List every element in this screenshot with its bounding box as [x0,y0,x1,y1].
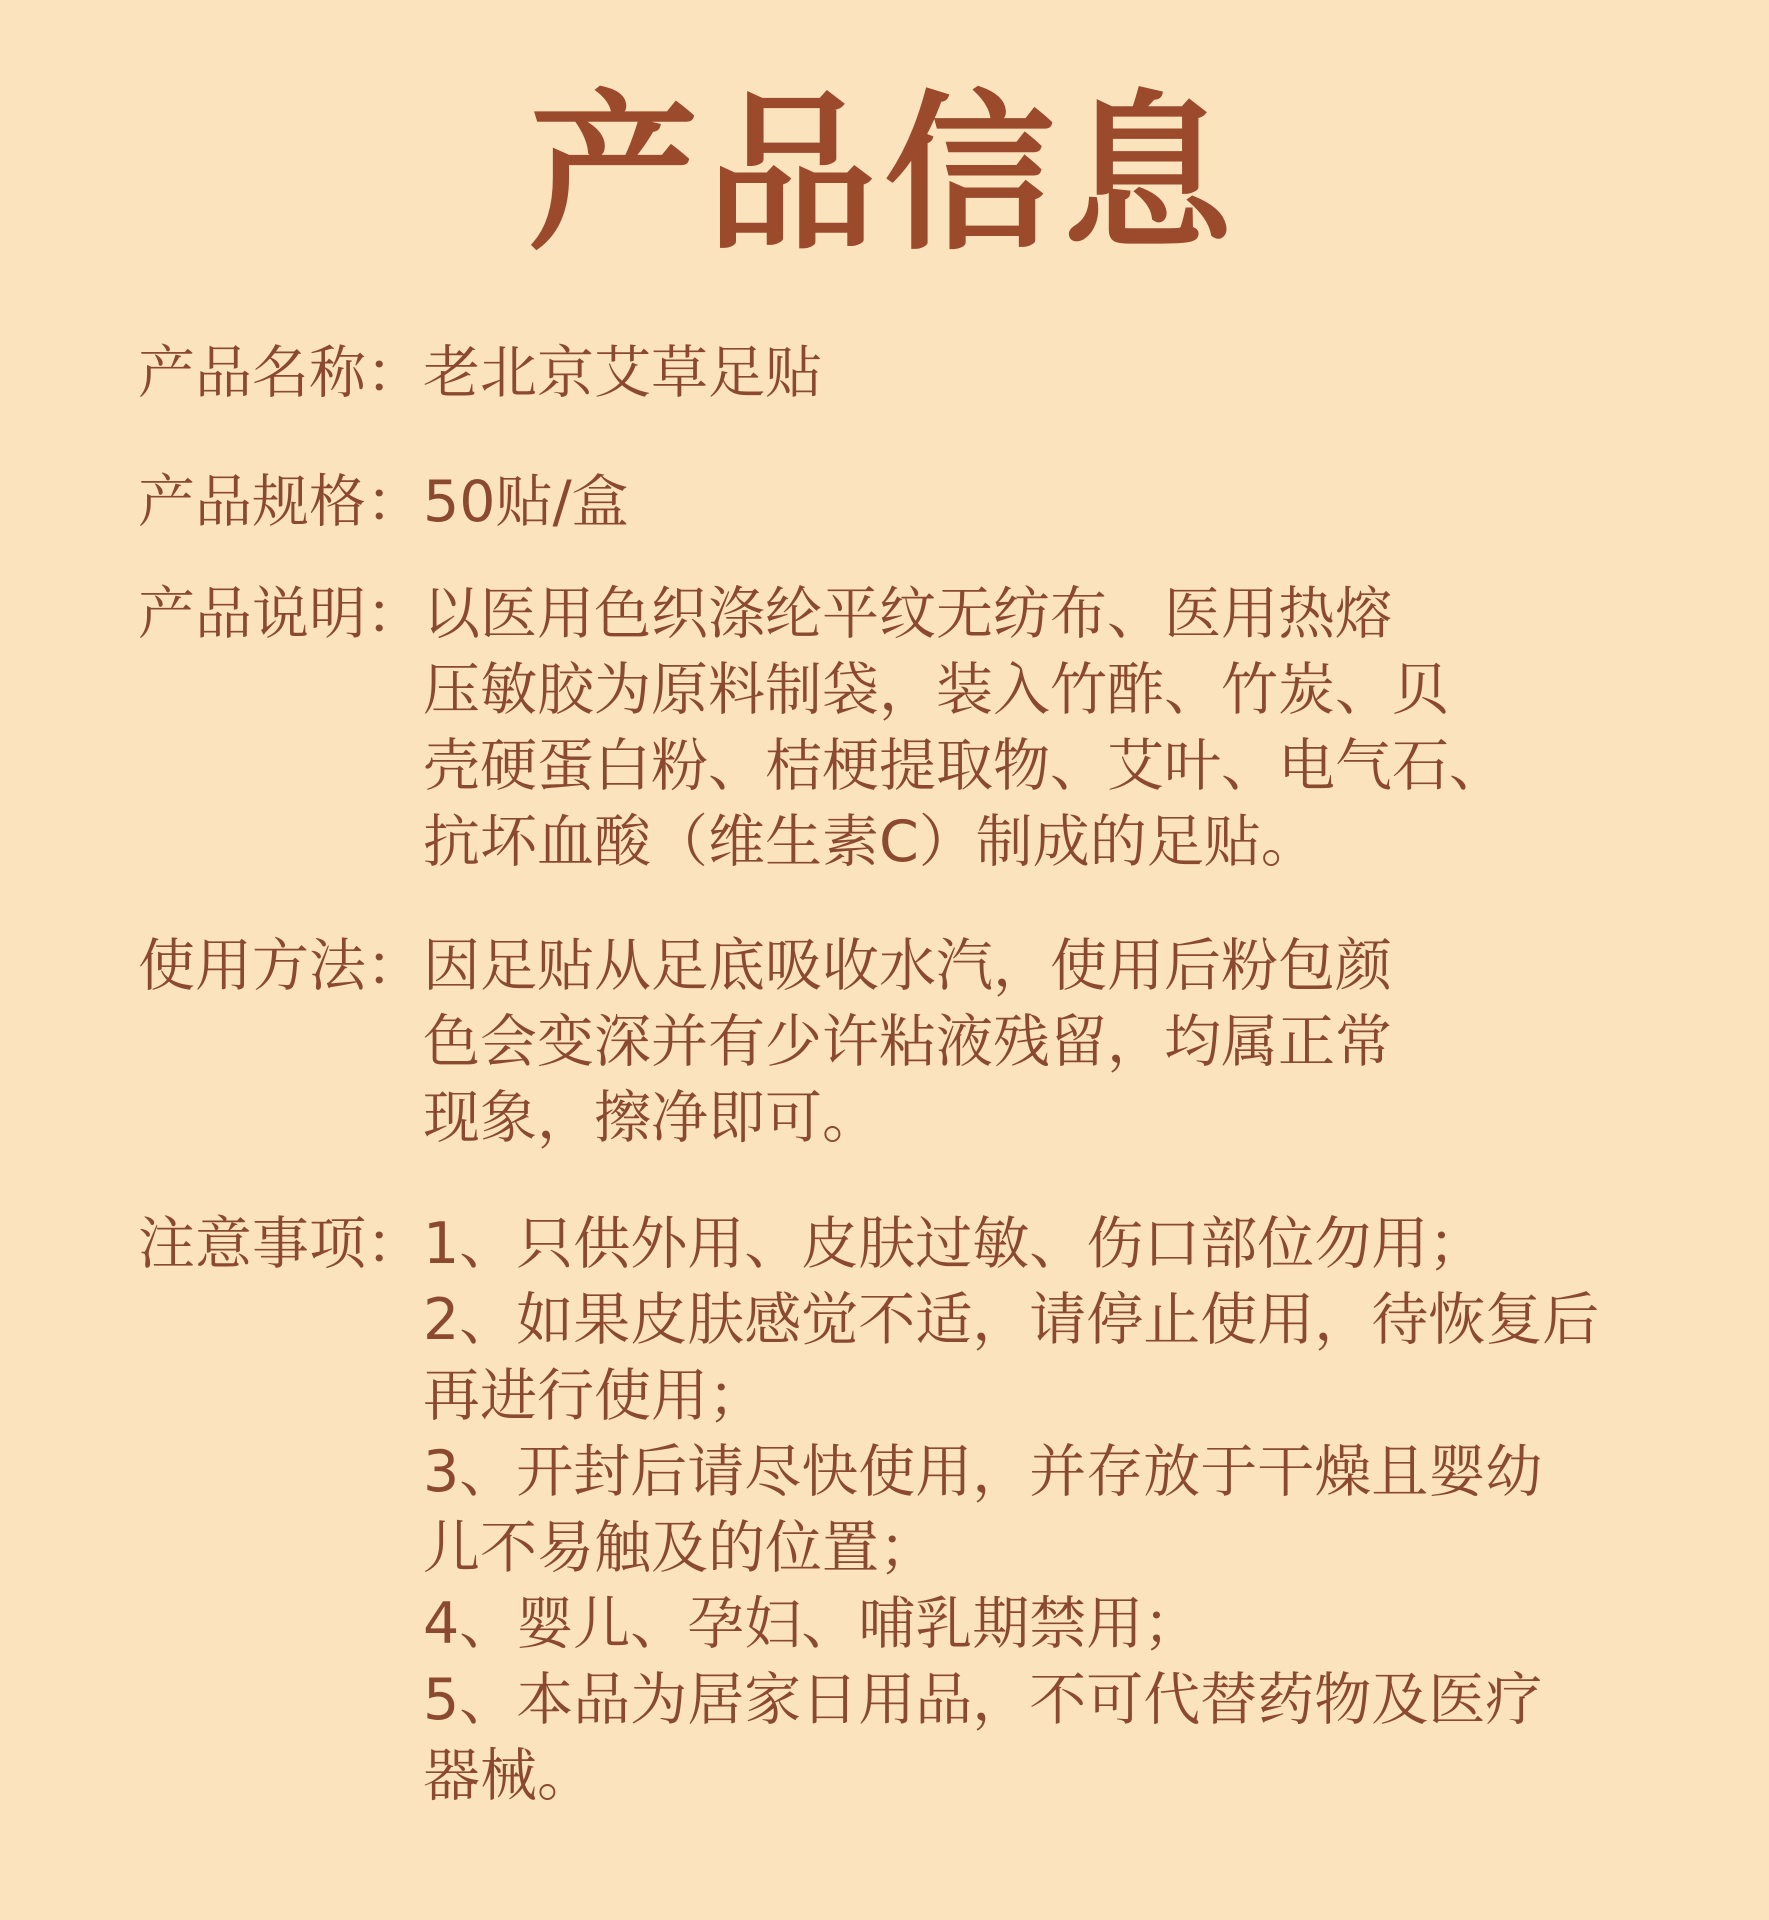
info-row-description [138,576,1658,880]
info-line: 器械。 [423,1743,594,1809]
page-title: 产品信息 [528,76,1241,274]
info-line: 老北京艾草足贴 [423,340,822,406]
info-label-description: 产品说明： [138,581,423,647]
info-line: 因足贴从足底吸收水汽，使用后粉包颜 [423,933,1392,999]
info-line: 1、只供外用、皮肤过敏、伤口部位勿用； [423,1211,1486,1277]
info-value-name [423,335,822,411]
info-line: 4、婴儿、孕妇、哺乳期禁用； [423,1591,1201,1657]
info-line: 2、如果皮肤感觉不适，请停止使用，待恢复后 [423,1287,1600,1353]
info-label-spec: 产品规格： [138,469,423,535]
product-info-list [138,335,1658,1814]
info-line: 壳硬蛋白粉、桔梗提取物、艾叶、电气石、 [423,733,1506,799]
info-line: 现象，擦净即可。 [423,1085,879,1151]
info-row-notes [138,1206,1658,1814]
info-line: 再进行使用； [423,1363,765,1429]
info-label-name: 产品名称： [138,340,423,406]
info-line: 50贴/盒 [423,469,629,535]
info-line: 抗坏血酸（维生素C）制成的足贴。 [423,809,1318,875]
info-line: 压敏胶为原料制袋，装入竹酢、竹炭、贝 [423,657,1449,723]
info-line: 5、本品为居家日用品，不可代替药物及医疗 [423,1667,1543,1733]
info-value-description [423,576,1506,880]
info-row-usage [138,928,1658,1156]
info-label-notes: 注意事项： [138,1211,423,1277]
info-row-spec [138,464,1658,540]
info-value-notes [423,1206,1599,1814]
info-line: 以医用色织涤纶平纹无纺布、医用热熔 [423,581,1392,647]
info-label-usage: 使用方法： [138,933,423,999]
info-line: 儿不易触及的位置； [423,1515,936,1581]
info-value-usage [423,928,1392,1156]
info-line: 3、开封后请尽快使用，并存放于干燥且婴幼 [423,1439,1543,1505]
info-line: 色会变深并有少许粘液残留，均属正常 [423,1009,1392,1075]
info-row-name [138,335,1658,411]
info-value-spec [423,464,629,540]
